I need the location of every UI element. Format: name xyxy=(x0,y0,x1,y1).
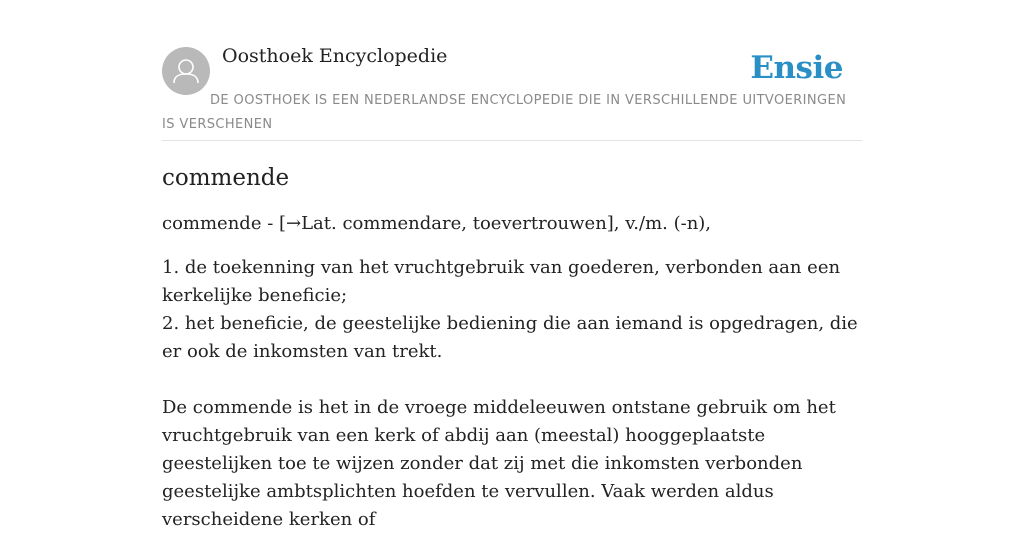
entry-body xyxy=(162,254,862,534)
paragraph-gap xyxy=(162,366,862,394)
page-header xyxy=(162,0,862,141)
avatar[interactable] xyxy=(162,47,210,95)
entry-title: commende xyxy=(162,165,290,191)
entry-definition: commende - [→Lat. commendare, toevertrouwen], v./m. (-n), xyxy=(162,213,712,234)
author-tagline: DE OOSTHOEK IS EEN NEDERLANDSE ENCYCLOPEDIE DIE IN VERSCHILLENDE UITVOERINGEN IS VERSCHENEN xyxy=(162,93,847,132)
meaning-1: 1. de toekenning van het vruchtgebruik van goederen, verbonden aan een kerkelijke beneficie; xyxy=(162,257,841,306)
author-name[interactable]: Oosthoek Encyclopedie xyxy=(222,45,448,67)
page-wrapper xyxy=(162,0,862,534)
brand-logo[interactable]: Ensie xyxy=(750,50,843,86)
user-icon xyxy=(162,47,210,95)
entry-paragraph: De commende is het in de vroege middeleeuwen ontstane gebruik om het vruchtgebruik van een kerk of abdij aan (meestal) hooggeplaatste geestelijken toe te wijzen zonder dat zij met die inkomsten verbonden geestelijke ambtsplichten hoefden te vervullen. Vaak werden aldus verscheidene kerken of xyxy=(162,397,836,530)
meaning-2: 2. het beneficie, de geestelijke bediening die aan iemand is opgedragen, die er ook de inkomsten van trekt. xyxy=(162,313,858,362)
